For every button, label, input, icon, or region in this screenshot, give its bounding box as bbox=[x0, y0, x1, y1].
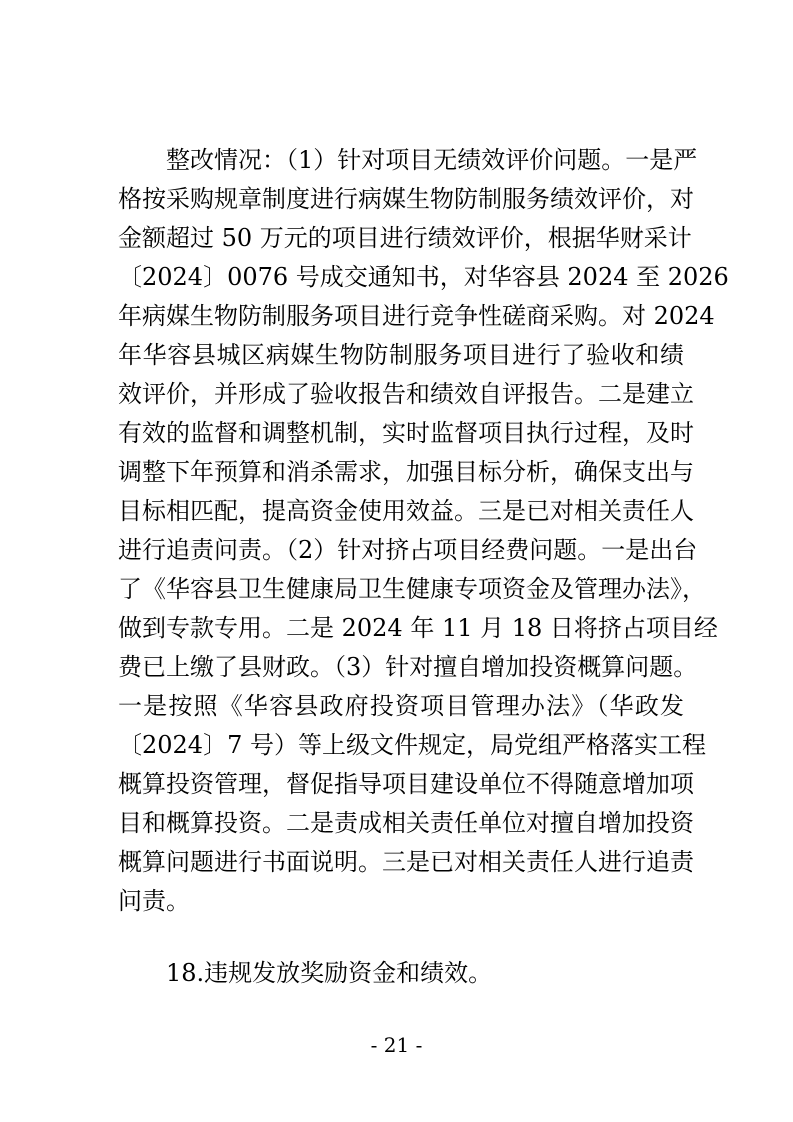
paragraph-line: 有效的监督和调整机制，实时监督项目执行过程，及时 bbox=[118, 419, 694, 447]
paragraph-line: 一是按照《华容县政府投资项目管理办法》（华政发 bbox=[118, 692, 684, 720]
page-number: - 21 - bbox=[370, 1033, 423, 1057]
paragraph-line: 年华容县城区病媒生物防制服务项目进行了验收和绩 bbox=[118, 341, 684, 369]
paragraph-line: 做到专款专用。二是 2024 年 11 月 18 日将挤占项目经 bbox=[118, 614, 718, 642]
paragraph-line: 调整下年预算和消杀需求，加强目标分析，确保支出与 bbox=[118, 458, 694, 486]
paragraph-line: 问责。 bbox=[118, 887, 190, 915]
paragraph-line: 格按采购规章制度进行病媒生物防制服务绩效评价，对 bbox=[118, 185, 694, 213]
section-heading-18: 18.违规发放奖励资金和绩效。 bbox=[166, 959, 493, 987]
paragraph-line: 概算投资管理，督促指导项目建设单位不得随意增加项 bbox=[118, 770, 694, 798]
paragraph-line: 概算问题进行书面说明。三是已对相关责任人进行追责 bbox=[118, 848, 694, 876]
paragraph-line: 目和概算投资。二是责成相关责任单位对擅自增加投资 bbox=[118, 809, 694, 837]
paragraph-line: 了《华容县卫生健康局卫生健康专项资金及管理办法》， bbox=[118, 575, 706, 603]
paragraph-line: 效评价，并形成了验收报告和绩效自评报告。二是建立 bbox=[118, 380, 694, 408]
paragraph-line: 金额超过 50 万元的项目进行绩效评价，根据华财采计 bbox=[118, 224, 692, 252]
paragraph-line: 费已上缴了县财政。（3）针对擅自增加投资概算问题。 bbox=[118, 653, 698, 681]
paragraph-line: 〔2024〕0076 号成交通知书，对华容县 2024 至 2026 bbox=[118, 263, 729, 291]
paragraph-line: 〔2024〕7 号）等上级文件规定，局党组严格落实工程 bbox=[118, 731, 706, 759]
paragraph-line: 进行追责问责。（2）针对挤占项目经费问题。一是出台 bbox=[118, 536, 698, 564]
paragraph-line: 整改情况：（1）针对项目无绩效评价问题。一是严 bbox=[166, 146, 698, 174]
paragraph-line: 目标相匹配，提高资金使用效益。三是已对相关责任人 bbox=[118, 497, 694, 525]
paragraph-line: 年病媒生物防制服务项目进行竞争性磋商采购。对 2024 bbox=[118, 302, 715, 330]
